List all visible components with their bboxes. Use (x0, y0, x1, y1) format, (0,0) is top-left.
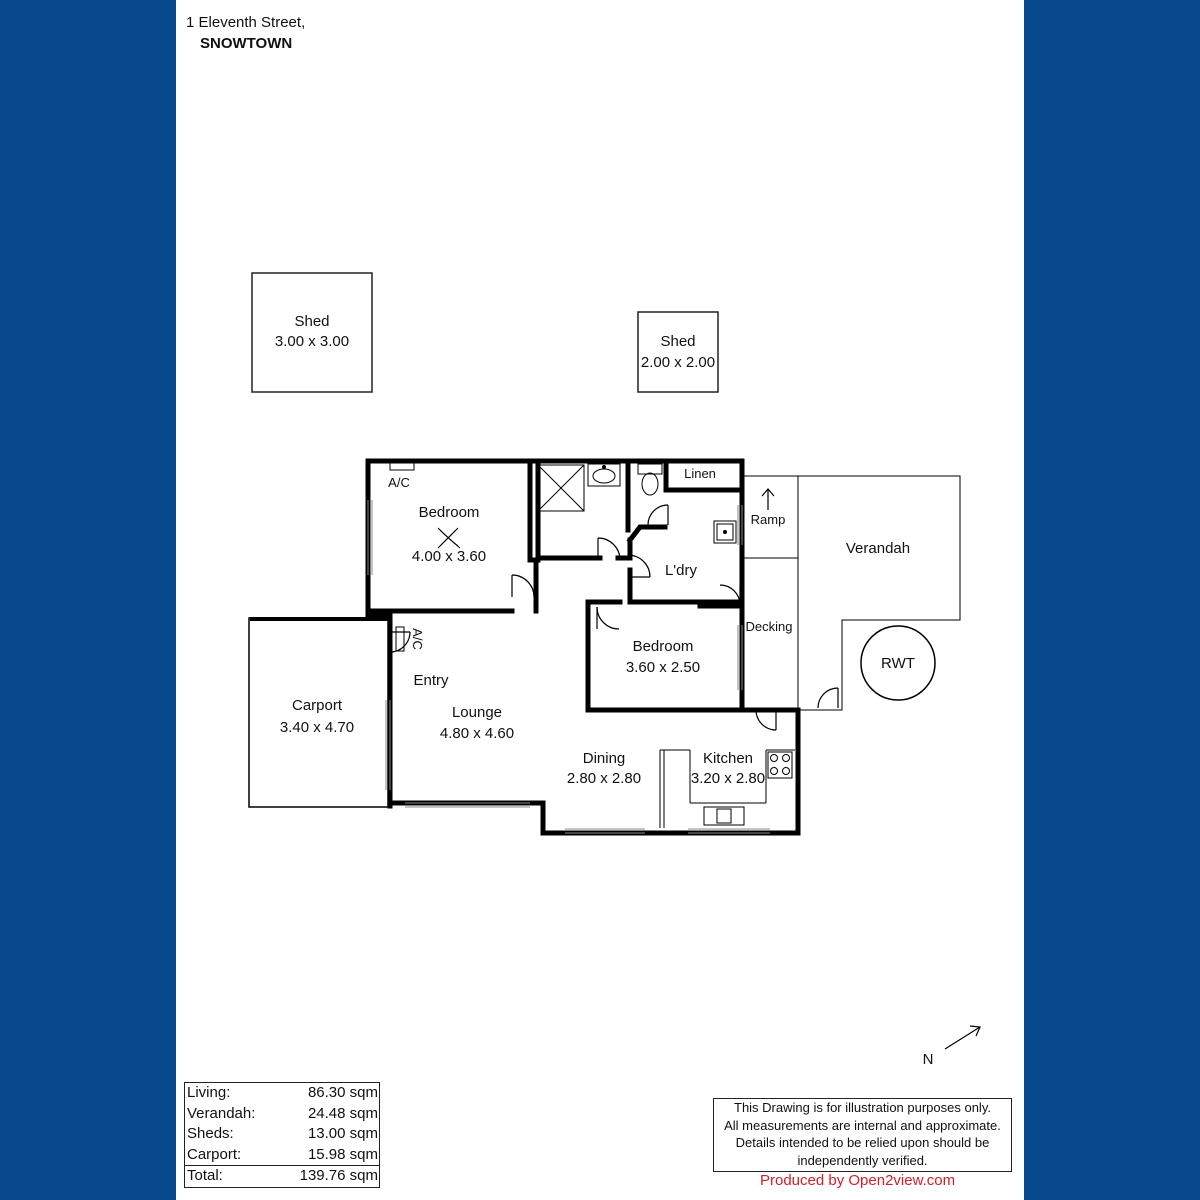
disclaimer-line: This Drawing is for illustration purposes only. (734, 1100, 991, 1115)
area-summary-table (184, 1082, 380, 1188)
entry-label: Entry (413, 672, 449, 689)
area-row: Carport: 15.98 sqm (187, 1145, 378, 1163)
ramp-arrow-icon (762, 489, 774, 510)
ac-label: A/C (410, 628, 425, 650)
bedroom2-dims: 3.60 x 2.50 (625, 659, 701, 676)
ac-unit-icon (390, 463, 414, 470)
laundry-label: L'dry (664, 562, 698, 579)
ceiling-fan-icon (438, 528, 460, 548)
verandah-label: Verandah (845, 540, 911, 557)
ac-label: A/C (388, 475, 410, 490)
dining-label: Dining (582, 750, 626, 767)
shed-small-label: Shed (660, 333, 696, 350)
disclaimer-line: Details intended to be relied upon should be (735, 1135, 990, 1150)
area-total-row: Total: 139.76 sqm (185, 1165, 379, 1187)
shed-large-label: Shed (294, 313, 330, 330)
linen-label: Linen (684, 466, 716, 481)
kitchen-dims: 3.20 x 2.80 (690, 770, 766, 787)
lounge-label: Lounge (451, 704, 503, 721)
disclaimer-line: independently verified. (797, 1152, 928, 1168)
kitchen-label: Kitchen (702, 750, 754, 767)
shower (538, 465, 584, 511)
north-arrow-icon (945, 1026, 980, 1049)
address-town: SNOWTOWN (200, 35, 293, 52)
shed-small (638, 312, 718, 392)
bedroom1-label: Bedroom (418, 504, 480, 521)
carport-dims: 3.40 x 4.70 (279, 719, 355, 736)
producer-credit: Produced by Open2view.com (760, 1172, 956, 1189)
disclaimer-line: All measurements are internal and approximate. (724, 1117, 1001, 1133)
area-row: Sheds: 13.00 sqm (187, 1125, 378, 1143)
toilet-icon (638, 464, 662, 495)
area-row: Living: 86.30 sqm (187, 1084, 378, 1101)
dining-dims: 2.80 x 2.80 (566, 770, 642, 787)
area-row: Verandah: 24.48 sqm (187, 1104, 378, 1122)
lounge-dims: 4.80 x 4.60 (439, 725, 515, 742)
rwt-label: RWT (881, 655, 915, 672)
doors (390, 505, 838, 730)
shed-small-dims: 2.00 x 2.00 (640, 354, 716, 371)
address-street: 1 Eleventh Street, (186, 14, 306, 31)
ramp-label: Ramp (750, 512, 786, 527)
laundry-tub-icon (714, 521, 736, 543)
decking-label: Decking (745, 619, 793, 634)
bedroom2-label: Bedroom (632, 638, 694, 655)
bedroom1-dims: 4.00 x 3.60 (411, 548, 487, 565)
carport-label: Carport (291, 697, 343, 714)
basin-icon (588, 464, 620, 486)
shed-large-dims: 3.00 x 3.00 (274, 333, 350, 350)
disclaimer-box (713, 1098, 1012, 1172)
north-label: N (922, 1051, 934, 1068)
